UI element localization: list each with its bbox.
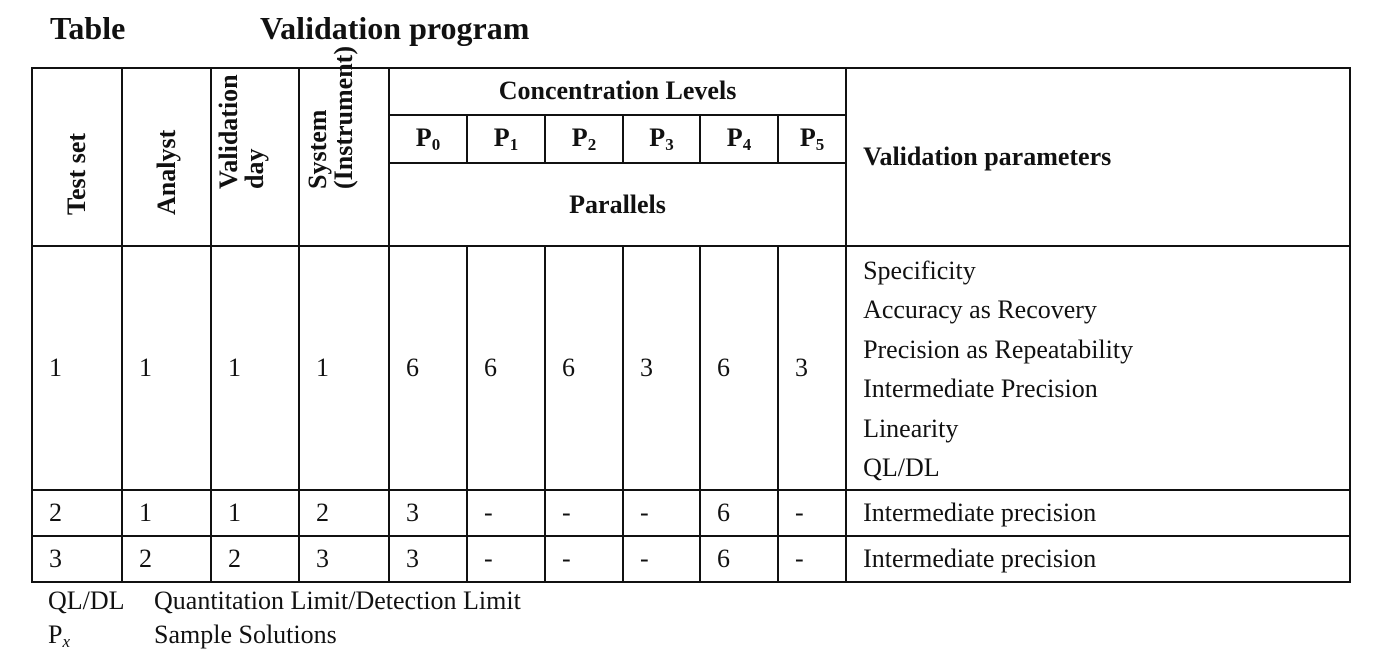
cell-system: 1	[299, 246, 389, 490]
cell-p4: 6	[700, 536, 778, 582]
cell-p0: 3	[389, 490, 467, 536]
cell-validation-day: 2	[211, 536, 299, 582]
footnote-key: $P_x$	[48, 620, 71, 651]
cell-p1: 6	[467, 246, 545, 490]
cell-test-set: 2	[32, 490, 122, 536]
cell-p5: -	[778, 536, 846, 582]
header-system: System (Instrument)	[299, 68, 389, 246]
parameter-item: QL/DL	[863, 453, 940, 482]
footnote-key: QL/DL	[48, 586, 125, 615]
cell-p2: -	[545, 490, 623, 536]
header-p3: $P_3$	[623, 115, 700, 164]
cell-system: 3	[299, 536, 389, 582]
parameter-item: Accuracy as Recovery	[863, 295, 1097, 324]
cell-test-set: 1	[32, 246, 122, 490]
footnote-value: Quantitation Limit/Detection Limit	[154, 586, 521, 615]
cell-system: 2	[299, 490, 389, 536]
table-caption: Validation program	[260, 10, 530, 46]
header-p1: $P_1$	[467, 115, 545, 164]
cell-test-set: 3	[32, 536, 122, 582]
cell-p1: -	[467, 490, 545, 536]
cell-p4: 6	[700, 246, 778, 490]
cell-p2: 6	[545, 246, 623, 490]
cell-analyst: 1	[122, 246, 211, 490]
footnote-value: Sample Solutions	[154, 620, 337, 649]
cell-analyst: 2	[122, 536, 211, 582]
parameter-item: Intermediate Precision	[863, 374, 1098, 403]
parameter-item: Precision as Repeatability	[863, 334, 1134, 364]
header-analyst: Analyst	[122, 68, 211, 246]
cell-parameters: Intermediate precision	[846, 490, 1350, 536]
header-validation-parameters: Validation parameters	[846, 68, 1350, 246]
cell-p1: -	[467, 536, 545, 582]
header-test-set: Test set	[32, 68, 122, 246]
table-row	[32, 536, 1350, 582]
table-row	[32, 246, 1350, 490]
cell-p3: 3	[623, 246, 700, 490]
cell-p5: 3	[778, 246, 846, 490]
cell-p4: 6	[700, 490, 778, 536]
cell-analyst: 1	[122, 490, 211, 536]
header-p4: $P_4$	[700, 115, 778, 164]
cell-parameters	[846, 246, 1350, 490]
header-parallels: Parallels	[389, 163, 846, 246]
header-p0: $P_0$	[389, 115, 467, 164]
header-concentration-levels: Concentration Levels	[389, 68, 846, 115]
cell-validation-day: 1	[211, 490, 299, 536]
cell-p5: -	[778, 490, 846, 536]
cell-parameters: Intermediate precision	[846, 536, 1350, 582]
parameter-item: Specificity	[863, 255, 976, 285]
cell-validation-day: 1	[211, 246, 299, 490]
cell-p3: -	[623, 536, 700, 582]
table-label: Table	[50, 10, 126, 46]
header-p2: $P_2$	[545, 115, 623, 164]
header-p5: $P_5$	[778, 115, 846, 164]
table-row	[32, 490, 1350, 536]
cell-p3: -	[623, 490, 700, 536]
cell-p0: 3	[389, 536, 467, 582]
cell-p0: 6	[389, 246, 467, 490]
validation-program-table	[31, 46, 1351, 583]
cell-p2: -	[545, 536, 623, 582]
header-validation-day: Validation day	[211, 68, 299, 246]
parameter-item: Linearity	[863, 413, 959, 443]
